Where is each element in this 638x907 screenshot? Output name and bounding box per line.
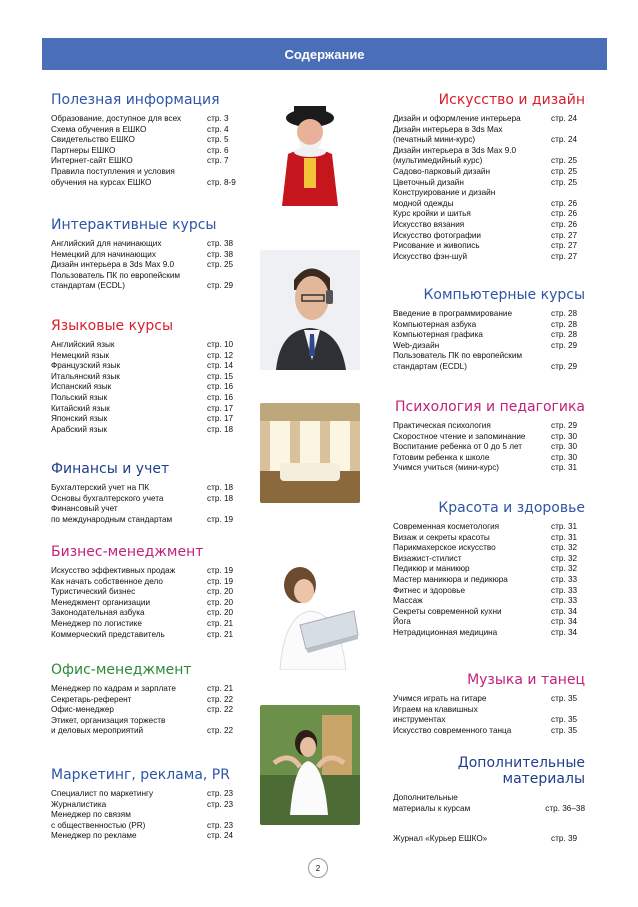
contents-entry[interactable] bbox=[51, 372, 241, 383]
entry-title: Английский язык bbox=[51, 340, 115, 349]
entry-title: Дополнительные материалы к курсам bbox=[393, 793, 471, 813]
section-title: Компьютерные курсы bbox=[423, 287, 585, 303]
entry-page: стр. 26 bbox=[551, 209, 578, 219]
entry-page: стр. 33 bbox=[551, 585, 578, 595]
contents-entry[interactable] bbox=[51, 156, 241, 167]
contents-entry[interactable] bbox=[51, 577, 241, 588]
entry-page: стр. 5 bbox=[207, 135, 229, 145]
entry-title: Правила поступления и условия обучения на курсах ЕШКО bbox=[51, 166, 175, 187]
entry-page: стр. 25 bbox=[551, 166, 578, 176]
entry-title: Компьютерная графика bbox=[393, 330, 483, 340]
entry-page: стр. 38 bbox=[207, 239, 234, 248]
contents-entry[interactable] bbox=[51, 146, 241, 157]
entry-page: стр. 30 bbox=[551, 442, 578, 452]
entry-title: Финансовый учет по международным стандартам bbox=[51, 504, 173, 524]
entry-title: Визажист-стилист bbox=[393, 553, 462, 563]
entry-title: Играем на клавишных инструментах bbox=[393, 704, 478, 725]
contents-entry[interactable] bbox=[51, 404, 241, 415]
contents-entry[interactable] bbox=[393, 421, 585, 432]
entry-title: Конструирование и дизайн модной одежды bbox=[393, 188, 496, 208]
entry-page: стр. 17 bbox=[207, 403, 234, 413]
woman-meditation-photo bbox=[260, 705, 360, 825]
entry-page: стр. 34 bbox=[551, 617, 578, 627]
entry-page: стр. 36–38 bbox=[545, 803, 585, 813]
entry-title: Основы бухгалтерского учета bbox=[51, 493, 164, 503]
contents-entry[interactable] bbox=[393, 188, 585, 209]
contents-entry[interactable] bbox=[51, 566, 241, 577]
entry-page: стр. 22 bbox=[207, 726, 234, 736]
entry-page: стр. 10 bbox=[207, 340, 234, 349]
contents-entry[interactable] bbox=[393, 114, 585, 125]
contents-entry[interactable] bbox=[51, 340, 241, 351]
right-section bbox=[393, 500, 585, 639]
page-number-text: 2 bbox=[315, 863, 321, 873]
entry-page: стр. 29 bbox=[551, 340, 578, 350]
section-title: Маркетинг, реклама, PR bbox=[51, 767, 230, 783]
entry-title: Готовим ребенка к школе bbox=[393, 452, 490, 462]
entry-title: Менеджер по связям с общественностью (PR) bbox=[51, 810, 146, 830]
contents-entry[interactable] bbox=[51, 831, 241, 842]
entry-page: стр. 21 bbox=[207, 629, 234, 639]
contents-entry[interactable] bbox=[393, 432, 585, 443]
entry-page: стр. 12 bbox=[207, 350, 234, 360]
entry-title: Современная косметология bbox=[393, 522, 500, 531]
page-number bbox=[308, 858, 328, 878]
contents-entry[interactable] bbox=[51, 598, 241, 609]
contents-entry[interactable] bbox=[51, 414, 241, 425]
section-title: Красота и здоровье bbox=[438, 500, 585, 516]
entry-title: Свидетельство ЕШКО bbox=[51, 135, 135, 145]
section-title: Музыка и танец bbox=[467, 672, 585, 688]
section-title: Полезная информация bbox=[51, 92, 220, 108]
entry-title: Этикет, организация торжеств и деловых мероприятий bbox=[51, 715, 166, 736]
entry-page: стр. 27 bbox=[551, 230, 578, 240]
left-section bbox=[51, 767, 241, 842]
entry-title: Педикюр и маникюр bbox=[393, 564, 470, 574]
entry-title: Немецкий для начинающих bbox=[51, 249, 156, 259]
entry-page: стр. 29 bbox=[551, 421, 578, 430]
contents-entry[interactable] bbox=[393, 596, 585, 607]
contents-entry[interactable] bbox=[393, 209, 585, 220]
entry-page: стр. 18 bbox=[207, 493, 234, 503]
contents-entry[interactable] bbox=[51, 705, 241, 716]
left-section bbox=[51, 461, 241, 525]
left-section bbox=[51, 92, 241, 188]
entry-title: Китайский язык bbox=[51, 403, 110, 413]
entry-page: стр. 27 bbox=[551, 251, 578, 261]
entry-title: Интернет-сайт ЕШКО bbox=[51, 156, 133, 166]
contents-entry[interactable] bbox=[51, 351, 241, 362]
entry-page: стр. 8-9 bbox=[207, 177, 236, 187]
entry-title: Искусство вязания bbox=[393, 219, 465, 229]
section-title: Языковые курсы bbox=[51, 318, 173, 334]
entry-page: стр. 7 bbox=[207, 156, 229, 166]
entry-title: Web-дизайн bbox=[393, 340, 440, 350]
entry-title: Менеджмент организации bbox=[51, 597, 151, 607]
entry-page: стр. 28 bbox=[551, 309, 578, 318]
entry-page: стр. 25 bbox=[207, 260, 234, 270]
page-title: Содержание bbox=[284, 46, 365, 62]
entry-page: стр. 4 bbox=[207, 124, 229, 134]
entry-page: стр. 34 bbox=[551, 606, 578, 616]
entry-title: Законодательная азбука bbox=[51, 608, 145, 618]
contents-entry[interactable] bbox=[393, 533, 585, 544]
entry-page: стр. 35 bbox=[551, 725, 578, 735]
entry-page: стр. 31 bbox=[551, 532, 578, 542]
entry-page: стр. 35 bbox=[551, 694, 578, 703]
businessman-phone-photo bbox=[260, 250, 360, 370]
entry-title: Компьютерная азбука bbox=[393, 319, 477, 329]
entry-page: стр. 39 bbox=[551, 834, 578, 844]
entry-page: стр. 23 bbox=[207, 799, 234, 809]
contents-entry[interactable] bbox=[393, 167, 585, 178]
entry-title: Журнал «Курьер ЕШКО» bbox=[393, 834, 488, 844]
entry-page: стр. 18 bbox=[207, 424, 234, 434]
contents-entry[interactable] bbox=[51, 619, 241, 630]
interior-photo bbox=[260, 403, 360, 503]
beefeater-photo bbox=[260, 96, 360, 206]
left-section bbox=[51, 662, 241, 737]
entry-title: Польский язык bbox=[51, 392, 108, 402]
entry-page: стр. 38 bbox=[207, 249, 234, 259]
contents-entry[interactable] bbox=[393, 575, 585, 586]
woman-laptop-photo bbox=[260, 555, 360, 670]
contents-entry[interactable] bbox=[393, 341, 585, 352]
entry-page: стр. 19 bbox=[207, 514, 234, 524]
contents-entry[interactable] bbox=[51, 494, 241, 505]
contents-entry[interactable] bbox=[393, 220, 585, 231]
contents-entry[interactable] bbox=[393, 694, 585, 705]
entry-title: Нетрадиционная медицина bbox=[393, 627, 498, 637]
entry-page: стр. 6 bbox=[207, 145, 229, 155]
entry-page: стр. 24 bbox=[551, 114, 578, 123]
entry-page: стр. 25 bbox=[551, 177, 578, 187]
entry-page: стр. 35 bbox=[551, 715, 578, 725]
section-title: Финансы и учет bbox=[51, 461, 170, 477]
entry-title: Итальянский язык bbox=[51, 371, 120, 381]
entry-page: стр. 22 bbox=[207, 694, 234, 704]
entry-page: стр. 27 bbox=[551, 241, 578, 251]
contents-entry[interactable] bbox=[51, 684, 241, 695]
entry-title: Образование, доступное для всех bbox=[51, 114, 182, 123]
entry-title: Йога bbox=[393, 617, 411, 627]
contents-entry[interactable] bbox=[393, 793, 585, 814]
contents-entry[interactable] bbox=[51, 716, 241, 737]
contents-entry[interactable] bbox=[51, 810, 241, 831]
entry-page: стр. 17 bbox=[207, 414, 234, 424]
entry-page: стр. 15 bbox=[207, 371, 234, 381]
contents-entry[interactable] bbox=[51, 695, 241, 706]
contents-entry[interactable] bbox=[393, 463, 585, 474]
entry-title: Партнеры ЕШКО bbox=[51, 145, 116, 155]
entry-title: Офис-менеджер bbox=[51, 705, 114, 715]
entry-page: стр. 32 bbox=[551, 553, 578, 563]
entry-page: стр. 32 bbox=[551, 564, 578, 574]
entry-page: стр. 33 bbox=[551, 596, 578, 606]
contents-entry[interactable] bbox=[393, 442, 585, 453]
left-section bbox=[51, 544, 241, 640]
contents-entry[interactable] bbox=[393, 252, 585, 263]
entry-title: Практическая психология bbox=[393, 421, 491, 430]
entry-title: Массаж bbox=[393, 596, 423, 606]
entry-title: Фитнес и здоровье bbox=[393, 585, 466, 595]
contents-entry[interactable] bbox=[393, 607, 585, 618]
entry-title: Испанский язык bbox=[51, 382, 112, 392]
entry-title: Дизайн и оформление интерьера bbox=[393, 114, 521, 123]
entry-title: Воспитание ребенка от 0 до 5 лет bbox=[393, 442, 522, 452]
entry-page: стр. 22 bbox=[207, 705, 234, 715]
contents-entry[interactable] bbox=[393, 617, 585, 628]
entry-page: стр. 21 bbox=[207, 684, 234, 693]
entry-title: Пользователь ПК по европейским стандартам (ECDL) bbox=[393, 351, 523, 371]
entry-title: Как начать собственное дело bbox=[51, 576, 163, 586]
entry-page: стр. 19 bbox=[207, 566, 234, 575]
entry-title: Журналистика bbox=[51, 799, 107, 809]
entry-title: Скоростное чтение и запоминание bbox=[393, 431, 526, 441]
entry-page: стр. 21 bbox=[207, 618, 234, 628]
contents-entry[interactable] bbox=[51, 361, 241, 372]
contents-entry[interactable] bbox=[393, 628, 585, 639]
contents-entry[interactable] bbox=[51, 114, 241, 125]
contents-entry[interactable] bbox=[393, 814, 585, 834]
contents-entry[interactable] bbox=[51, 800, 241, 811]
contents-entry[interactable] bbox=[393, 705, 585, 726]
entry-title: Садово-парковый дизайн bbox=[393, 166, 491, 176]
entry-title: Рисование и живопись bbox=[393, 241, 480, 251]
entry-title: Учимся учиться (мини-курс) bbox=[393, 463, 500, 473]
entry-page: стр. 30 bbox=[551, 431, 578, 441]
entry-title: Парикмахерское искусство bbox=[393, 543, 496, 553]
left-section bbox=[51, 217, 241, 292]
contents-entry[interactable] bbox=[51, 608, 241, 619]
contents-entry[interactable] bbox=[393, 351, 585, 372]
entry-page: стр. 25 bbox=[551, 156, 578, 166]
contents-entry[interactable] bbox=[393, 522, 585, 533]
contents-entry[interactable] bbox=[51, 587, 241, 598]
contents-entry[interactable] bbox=[51, 630, 241, 641]
entry-page: стр. 31 bbox=[551, 522, 578, 531]
entry-title: Курс кройки и шитья bbox=[393, 209, 471, 219]
section-title: Дополнительные материалы bbox=[457, 755, 585, 787]
contents-entry[interactable] bbox=[393, 554, 585, 565]
contents-entry[interactable] bbox=[393, 231, 585, 242]
contents-entry[interactable] bbox=[51, 504, 241, 525]
entry-page: стр. 33 bbox=[551, 574, 578, 584]
entry-title: Мастер маникюра и педикюра bbox=[393, 574, 508, 584]
entry-title: Менеджер по кадрам и зарплате bbox=[51, 684, 176, 693]
entry-page: стр. 23 bbox=[207, 789, 234, 798]
contents-entry[interactable] bbox=[393, 453, 585, 464]
contents-entry[interactable] bbox=[393, 586, 585, 597]
entry-page: стр. 34 bbox=[551, 627, 578, 637]
contents-entry[interactable] bbox=[51, 393, 241, 404]
contents-entry[interactable] bbox=[51, 239, 241, 250]
contents-entry[interactable] bbox=[393, 726, 585, 737]
entry-title: Секреты современной кухни bbox=[393, 606, 502, 616]
entry-title: Туристический бизнес bbox=[51, 587, 136, 597]
contents-entry[interactable] bbox=[51, 135, 241, 146]
entry-page: стр. 23 bbox=[207, 820, 234, 830]
entry-page: стр. 18 bbox=[207, 483, 234, 492]
entry-title: Секретарь-референт bbox=[51, 694, 132, 704]
entry-page: стр. 3 bbox=[207, 114, 229, 123]
entry-title: Английский для начинающих bbox=[51, 239, 162, 248]
section-title: Психология и педагогика bbox=[395, 399, 585, 415]
entry-title: Искусство фотографии bbox=[393, 230, 481, 240]
contents-entry[interactable] bbox=[51, 789, 241, 800]
contents-entry[interactable] bbox=[393, 330, 585, 341]
entry-title: Пользователь ПК по европейским стандартам (ECDL) bbox=[51, 270, 181, 291]
entry-page: стр. 16 bbox=[207, 382, 234, 392]
entry-page: стр. 32 bbox=[551, 543, 578, 553]
entry-title: Дизайн интерьера в 3ds Max (печатный мини-курс) bbox=[393, 124, 503, 145]
entry-title: Менеджер по рекламе bbox=[51, 831, 137, 841]
entry-page: стр. 19 bbox=[207, 576, 234, 586]
contents-entry[interactable] bbox=[393, 834, 585, 845]
right-section bbox=[393, 399, 585, 474]
contents-entry[interactable] bbox=[393, 241, 585, 252]
contents-entry[interactable] bbox=[51, 425, 241, 436]
entry-page: стр. 29 bbox=[207, 281, 234, 291]
contents-entry[interactable] bbox=[393, 320, 585, 331]
entry-page: стр. 14 bbox=[207, 361, 234, 371]
entry-title: Схема обучения в ЕШКО bbox=[51, 124, 147, 134]
contents-entry[interactable] bbox=[393, 564, 585, 575]
entry-title: Искусство эффективных продаж bbox=[51, 566, 176, 575]
entry-title: Искусство фэн-шуй bbox=[393, 251, 468, 261]
contents-entry[interactable] bbox=[51, 250, 241, 261]
entry-title: Французский язык bbox=[51, 361, 121, 371]
contents-banner bbox=[42, 38, 607, 70]
entry-page: стр. 20 bbox=[207, 608, 234, 618]
entry-page: стр. 24 bbox=[207, 831, 234, 841]
contents-entry[interactable] bbox=[393, 125, 585, 146]
section-title: Интерактивные курсы bbox=[51, 217, 217, 233]
contents-entry[interactable] bbox=[51, 167, 241, 188]
right-section bbox=[393, 755, 585, 845]
entry-page: стр. 31 bbox=[551, 463, 578, 473]
entry-page: стр. 20 bbox=[207, 587, 234, 597]
entry-title: Визаж и секреты красоты bbox=[393, 532, 490, 542]
left-section bbox=[51, 318, 241, 435]
entry-title: Учимся играть на гитаре bbox=[393, 694, 487, 703]
section-title: Бизнес-менеджмент bbox=[51, 544, 204, 560]
entry-title: Арабский язык bbox=[51, 424, 107, 434]
contents-entry[interactable] bbox=[51, 382, 241, 393]
entry-page: стр. 30 bbox=[551, 452, 578, 462]
entry-page: стр. 29 bbox=[551, 361, 578, 371]
right-section bbox=[393, 92, 585, 262]
section-title: Офис-менеджмент bbox=[51, 662, 192, 678]
right-section bbox=[393, 287, 585, 373]
contents-entry[interactable] bbox=[51, 483, 241, 494]
entry-page: стр. 24 bbox=[551, 135, 578, 145]
contents-entry[interactable] bbox=[51, 125, 241, 136]
contents-entry[interactable] bbox=[393, 178, 585, 189]
entry-page: стр. 20 bbox=[207, 597, 234, 607]
contents-entry[interactable] bbox=[51, 260, 241, 271]
entry-title: Немецкий язык bbox=[51, 350, 109, 360]
entry-page: стр. 28 bbox=[551, 319, 578, 329]
entry-title: Введение в программирование bbox=[393, 309, 513, 318]
contents-entry[interactable] bbox=[393, 146, 585, 167]
entry-title: Коммерческий представитель bbox=[51, 629, 165, 639]
entry-page: стр. 26 bbox=[551, 219, 578, 229]
entry-page: стр. 26 bbox=[551, 198, 578, 208]
right-section bbox=[393, 672, 585, 736]
entry-title: Специалист по маркетингу bbox=[51, 789, 154, 798]
entry-title: Искусство современного танца bbox=[393, 725, 512, 735]
entry-title: Японский язык bbox=[51, 414, 108, 424]
entry-title: Менеджер по логистике bbox=[51, 618, 142, 628]
entry-page: стр. 28 bbox=[551, 330, 578, 340]
contents-entry[interactable] bbox=[393, 543, 585, 554]
section-title: Искусство и дизайн bbox=[438, 92, 585, 108]
entry-title: Дизайн интерьера в 3ds Max 9.0 (мультимедийный курс) bbox=[393, 145, 517, 166]
entry-title: Дизайн интерьера в 3ds Max 9.0 bbox=[51, 260, 175, 270]
entry-page: стр. 16 bbox=[207, 392, 234, 402]
entry-title: Цветочный дизайн bbox=[393, 177, 464, 187]
entry-title: Бухгалтерский учет на ПК bbox=[51, 483, 150, 492]
contents-entry[interactable] bbox=[393, 309, 585, 320]
contents-entry[interactable] bbox=[51, 271, 241, 292]
